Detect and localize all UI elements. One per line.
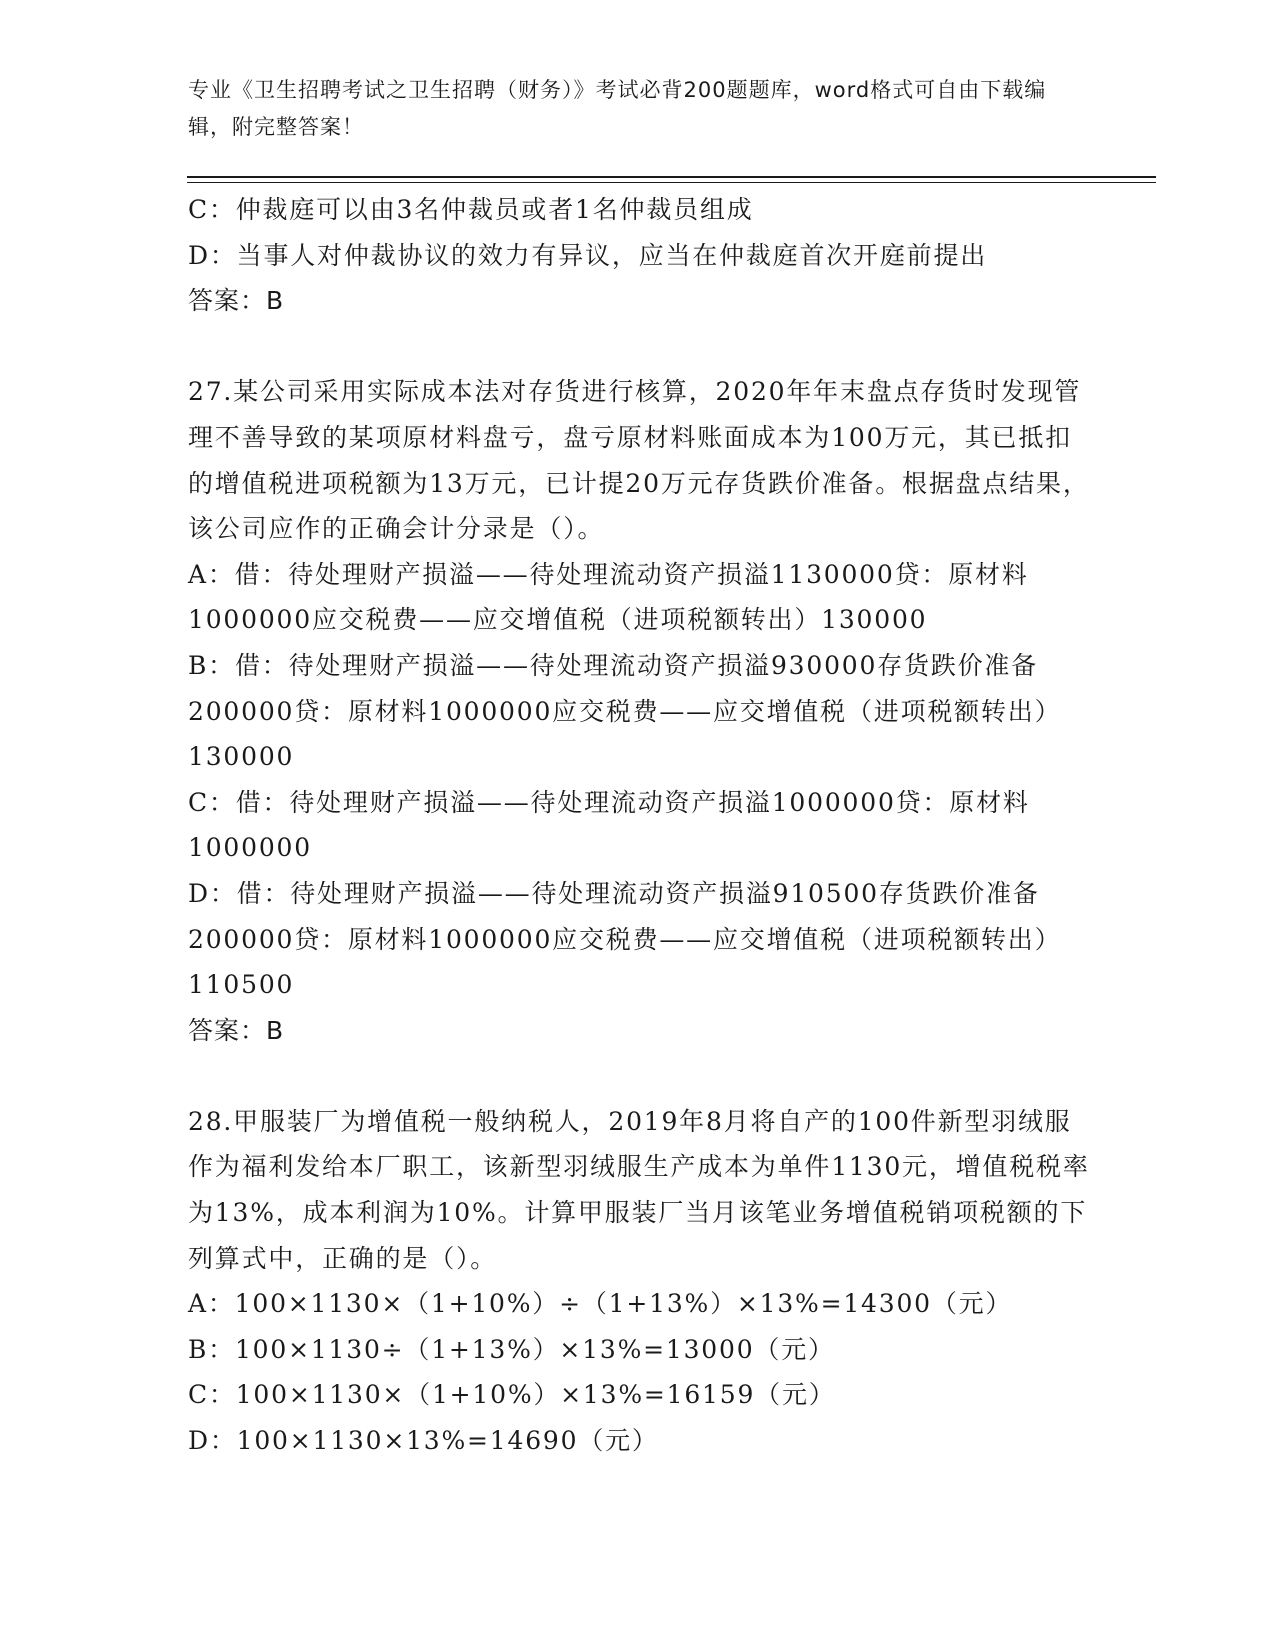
question-27-stem: 27.某公司采用实际成本法对存货进行核算，2020年年末盘点存货时发现管理不善导致的某项原材料盘亏，盘亏原材料账面成本为100万元，其已抵扣的增值税进项税额为13万元，已计提20万元存货跌价准备。根据盘点结果，该公司应作的正确会计分录是（）。	[188, 377, 1090, 544]
question-28-option-b: B：100×1130÷（1+13%）×13%=13000（元）	[188, 1334, 835, 1364]
header-divider-thin	[187, 182, 1156, 183]
question-content	[188, 187, 1093, 1464]
page-header: 专业《卫生招聘考试之卫生招聘（财务）》考试必背200题题库，word格式可自由下载编辑，附完整答案！	[188, 78, 1047, 139]
question-27-option-d: D：借：待处理财产损溢——待处理流动资产损溢910500存货跌价准备200000贷：原材料1000000应交税费——应交增值税（进项税额转出）110500	[188, 878, 1062, 1000]
question-28	[188, 1099, 1093, 1464]
prev-question-option-d: D：当事人对仲裁协议的效力有异议，应当在仲裁庭首次开庭前提出	[188, 240, 988, 270]
question-28-stem: 28.甲服装厂为增值税一般纳税人，2019年8月将自产的100件新型羽绒服作为福利发给本厂职工，该新型羽绒服生产成本为单件1130元，增值税税率为13%，成本利润为10%。计算甲服装厂当月该笔业务增值税销项税额的下列算式中，正确的是（）。	[188, 1106, 1090, 1273]
prev-question-option-c: C：仲裁庭可以由3名仲裁员或者1名仲裁员组成	[188, 195, 754, 224]
question-27-answer: 答案：B	[188, 1015, 285, 1045]
spacer	[188, 324, 1093, 370]
question-27-option-a: A：借：待处理财产损溢——待处理流动资产损溢1130000贷：原材料1000000应交税费——应交增值税（进项税额转出）130000	[188, 559, 1029, 635]
question-27-option-c: C：借：待处理财产损溢——待处理流动资产损溢1000000贷：原材料1000000	[188, 787, 1030, 863]
question-28-option-d: D：100×1130×13%=14690（元）	[188, 1426, 659, 1456]
header-divider-thick	[187, 176, 1156, 178]
question-28-option-c: C：100×1130×（1+10%）×13%=16159（元）	[188, 1380, 836, 1410]
question-27-option-b: B：借：待处理财产损溢——待处理流动资产损溢930000存货跌价准备200000贷：原材料1000000应交税费——应交增值税（进项税额转出）130000	[188, 650, 1062, 772]
question-28-option-a: A：100×1130×（1+10%）÷（1+13%）×13%=14300（元）	[188, 1289, 1013, 1319]
prev-question-answer: 答案：B	[188, 286, 285, 316]
spacer	[188, 1053, 1093, 1099]
question-27	[188, 369, 1093, 1053]
